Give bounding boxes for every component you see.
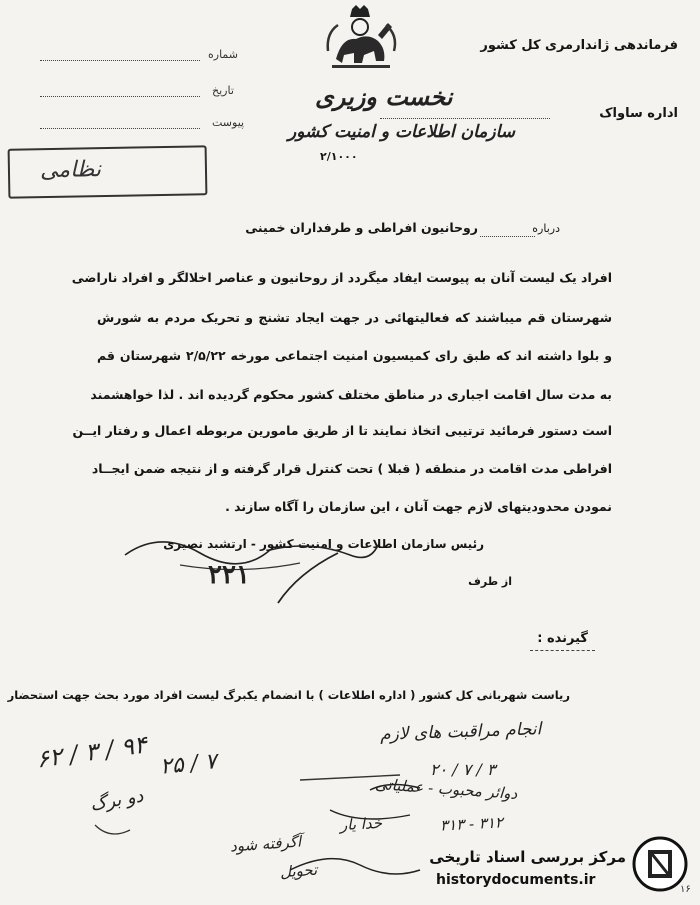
body-line: است دستور فرمائید ترتیبی اتخاذ نمایند تا از طریق مامورین مربوطه اعمال و رفتار ایــن bbox=[72, 423, 612, 438]
signature-number: ۲۲۱ bbox=[208, 560, 250, 590]
signature-stroke bbox=[268, 548, 348, 608]
note-department: دوائر محبوب - عملیاتی bbox=[374, 775, 518, 803]
note-instruction: انجام مراقبت های لازم bbox=[379, 719, 542, 745]
recipients-heading: گیرنده : bbox=[537, 631, 588, 646]
body-line: افراطی مدت اقامت در منطقه ( قبلا ) تحت کنترل قرار گرفته و از نتیجه ضمن ایجــاد bbox=[91, 461, 612, 476]
body-line: افراد یک لیست آنان به پیوست ایفاد میگردد از روحانیون و عناصر اخلالگر و افراد ناراضی bbox=[71, 270, 612, 285]
number-dotted-line bbox=[40, 60, 200, 61]
archive-url: historydocuments.ir bbox=[436, 872, 596, 888]
body-line: به مدت سال اقامت اجباری در مناطق مختلف کشور محکوم گردیده اند . لذا خواهشمند bbox=[90, 387, 612, 402]
subject-text: روحانیون افراطی و طرفداران خمینی bbox=[245, 220, 478, 235]
from-label: از طرف bbox=[468, 575, 512, 588]
date-label: تاریخ bbox=[212, 84, 234, 97]
body-line: و بلوا داشته اند که طبق رای کمیسیون امنیت اجتماعی مورخه ۲/۵/۲۲ شهرستان قم bbox=[97, 348, 612, 363]
note-date-2: ۶۲ / ۳ / ۹۴ bbox=[34, 730, 149, 774]
subject-dots bbox=[480, 236, 535, 237]
handwritten-scribbles bbox=[0, 770, 450, 900]
reference-number: ۲/۱۰۰۰ bbox=[320, 150, 358, 163]
classification-stamp bbox=[8, 145, 208, 198]
note-pages: دو برگ bbox=[88, 785, 145, 816]
ministry-title: نخست وزیری bbox=[315, 82, 453, 111]
signatory-title: رئیس سازمان اطلاعات و امنیت کشور - ارتشبد نصیری bbox=[163, 537, 484, 551]
attachment-label: پیوست bbox=[212, 116, 245, 129]
note-handover: تحویل bbox=[279, 860, 318, 882]
header-savak: اداره ساواک bbox=[599, 106, 678, 121]
note-numbers: ۳۱۳ - ۳۱۲ bbox=[439, 813, 504, 835]
note-name: خدا یار bbox=[339, 813, 383, 835]
subject-label: درباره bbox=[532, 222, 560, 235]
organization-title: سازمان اطلاعات و امنیت کشور bbox=[288, 122, 516, 142]
note-date-3: ۲۵ / ۷ bbox=[158, 749, 219, 780]
header-dotted-line bbox=[380, 118, 550, 119]
note-date-1: ۲۰ / ۷ / ۳ bbox=[430, 760, 496, 779]
archive-name: مرکز بررسی اسناد تاریخی bbox=[429, 848, 626, 866]
number-label: شماره bbox=[208, 48, 239, 61]
header-gendarmerie: فرماندهی ژاندارمری کل کشور bbox=[480, 38, 678, 53]
page-number: ۱۶ bbox=[680, 884, 691, 895]
note-file: آگرفته شود bbox=[229, 832, 302, 856]
lion-and-sun-emblem bbox=[322, 3, 400, 73]
stamp-text: نظامی bbox=[39, 157, 102, 184]
attachment-dotted-line bbox=[40, 128, 200, 129]
recipients-line: ریاست شهربانی کل کشور ( اداره اطلاعات ) با انضمام یکبرگ لیست افراد مورد بحث جهت استحضار bbox=[7, 688, 570, 702]
recipients-underline bbox=[530, 650, 595, 651]
body-line: شهرستان قم میباشند که فعالیتهائی در جهت ایجاد تشنج و تحریک مردم به شورش bbox=[97, 310, 612, 325]
date-dotted-line bbox=[40, 96, 200, 97]
body-line-last: نمودن محدودیتهای لازم جهت آنان ، این سازمان را آگاه سازند . bbox=[225, 499, 612, 514]
